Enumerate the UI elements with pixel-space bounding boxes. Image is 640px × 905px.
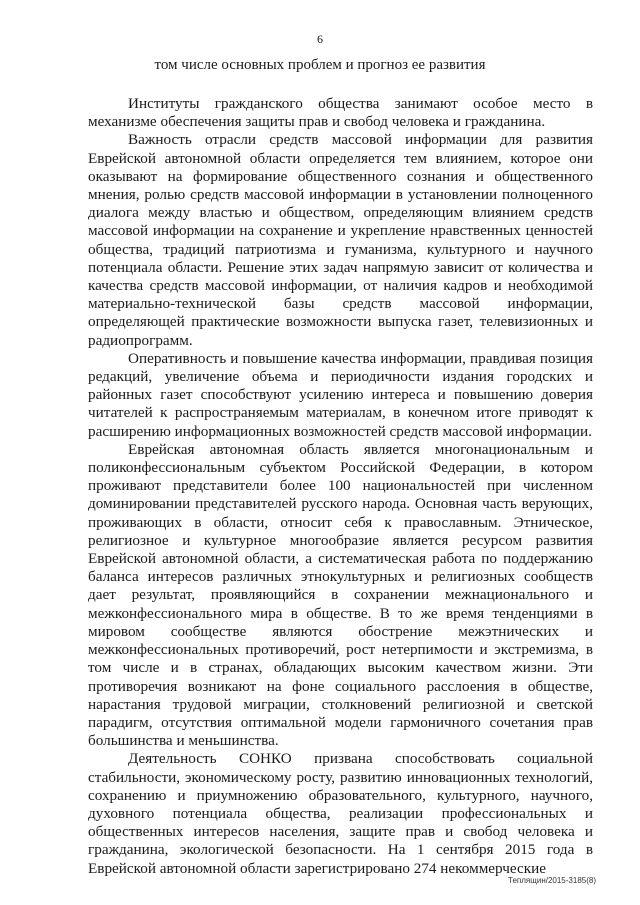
paragraph: Еврейская автономная область является многонациональным и поликонфессиональным субъектом Российской Федерации, в котором проживают представители более 100 национальностей при численном доминировании представителей русского народа. Основная часть верующих, проживающих в области, относит себя к православным. Этническое, религиозное и культурное многообразие является ресурсом развития Еврейской автономной области, а систематическая работа по поддержанию баланса интересов различных этнокультурных и религиозных сообществ дает результат, проявляющийся в сохранении межнационального и межконфессионального мира в обществе. В то же время тенденциями в мировом сообществе являются обострение межэтнических и межконфессиональных противоречий, рост нетерпимости и экстремизма, в том числе и в странах, обладающих высоким качеством жизни. Эти противоречия возникают на фоне социального расслоения в обществе, нарастания трудовой миграции, столкновений религиозной и светской парадигм, отсутствия оптимальной модели гармоничного сочетания прав большинства и меньшинства. <box>88 440 593 750</box>
paragraph: Институты гражданского общества занимают особое место в механизме обеспечения защиты прав и свобод человека и гражданина. <box>88 95 593 131</box>
body-text <box>88 95 593 878</box>
paragraph: Деятельность СОНКО призвана способствовать социальной стабильности, экономическому росту, развитию инновационных технологий, сохранению и приумножению образовательного, культурного, научного, духовного потенциала общества, реализации профессиональных и общественных интересов населения, защите прав и свобод человека и гражданина, экологической безопасности. На 1 сентября 2015 года в Еврейской автономной области зарегистрировано 274 некоммерческие <box>88 750 593 877</box>
paragraph: Оперативность и повышение качества информации, правдивая позиция редакций, увеличение объема и периодичности издания городских и районных газет способствуют усилению интереса и повышению доверия читателей к распространяемым материалам, в конечном итоге приводят к расширению информационных возможностей средств массовой информации. <box>88 349 593 440</box>
page-number: 6 <box>317 32 323 46</box>
section-heading: том числе основных проблем и прогноз ее развития <box>154 57 486 73</box>
document-footer-id: Теплящин/2015-3185(8) <box>508 876 596 885</box>
paragraph: Важность отрасли средств массовой информации для развития Еврейской автономной области определяется тем влиянием, которое они оказывают на формирование общественного сознания и общественного мнения, ролью средств массовой информации в установлении полноценного диалога между властью и обществом, определяющим влиянием средств массовой информации на сохранение и укрепление нравственных ценностей общества, традиций патриотизма и гуманизма, культурного и научного потенциала области. Решение этих задач напрямую зависит от количества и качества средств массовой информации, от наличия кадров и необходимой материально-технической базы средств массовой информации, определяющей практические возможности выпуска газет, телевизионных и радиопрограмм. <box>88 131 593 349</box>
